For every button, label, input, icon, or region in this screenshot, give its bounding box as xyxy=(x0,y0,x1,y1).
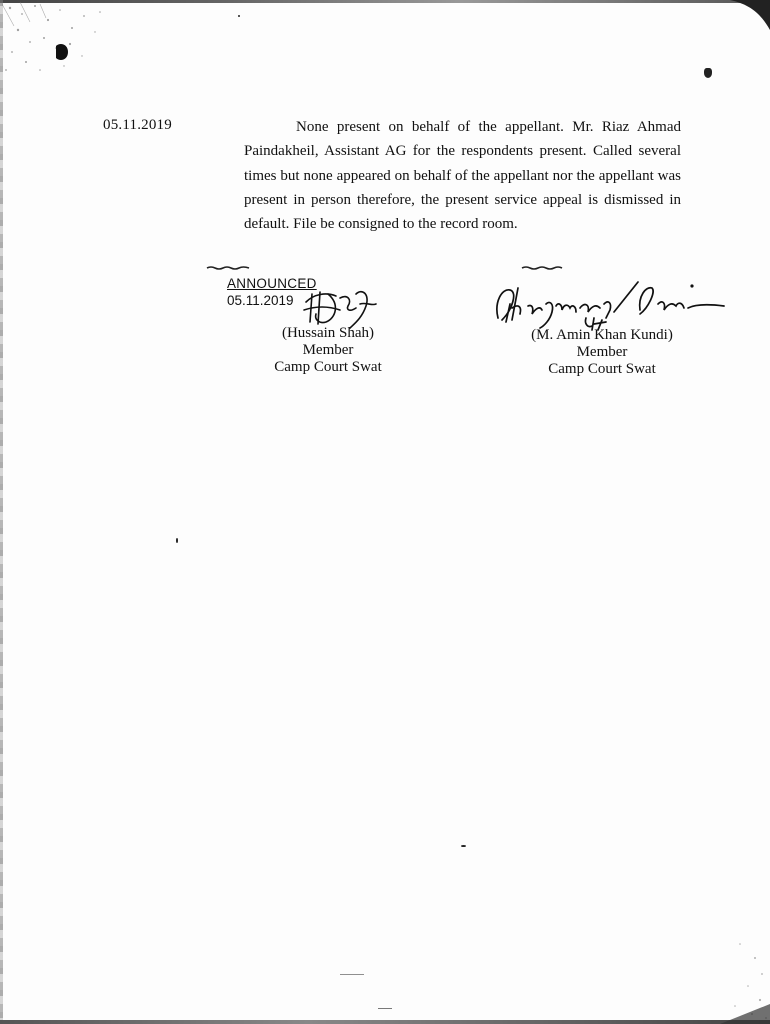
signatory-name: (M. Amin Khan Kundi) xyxy=(531,327,673,343)
signatory-place: Camp Court Swat xyxy=(274,359,382,375)
signatory-block-left xyxy=(258,325,398,376)
signatory-block-right xyxy=(512,327,692,378)
stamp-mark-icon xyxy=(521,265,563,271)
scan-edge-bottom xyxy=(0,1020,770,1024)
signatory-title: Member xyxy=(576,344,628,360)
ink-speck xyxy=(176,538,178,543)
signatory-place: Camp Court Swat xyxy=(548,361,656,377)
handwritten-signature-icon xyxy=(300,284,380,330)
ink-speck xyxy=(704,68,712,78)
stamp-mark-icon xyxy=(206,265,250,271)
ink-speck xyxy=(238,15,240,17)
order-body-content: None present on behalf of the appellant. Mr. Riaz Ahmad Paindakheil, Assistant AG for the respondents present. Called several times but none appeared on behalf of the appellant nor the appellant was present in person therefore, the present service appeal is dismissed in default. File be consigned to the record room. xyxy=(244,119,681,233)
ink-speck xyxy=(461,845,466,847)
handwritten-signature-icon xyxy=(488,278,728,334)
scan-noise-corner-icon xyxy=(0,0,120,90)
announced-date: 05.11.2019 xyxy=(227,293,294,308)
scan-edge-left xyxy=(0,0,3,1024)
order-body-text xyxy=(244,115,681,236)
signatory-title: Member xyxy=(302,342,354,358)
order-date: 05.11.2019 xyxy=(103,117,172,133)
scan-noise-corner-icon xyxy=(700,934,770,1024)
announced-label: ANNOUNCED xyxy=(227,276,317,291)
ink-speck xyxy=(378,1008,392,1009)
ink-speck xyxy=(340,974,364,975)
page-fold-corner-icon xyxy=(730,0,770,30)
signatory-name: (Hussain Shah) xyxy=(281,325,375,341)
